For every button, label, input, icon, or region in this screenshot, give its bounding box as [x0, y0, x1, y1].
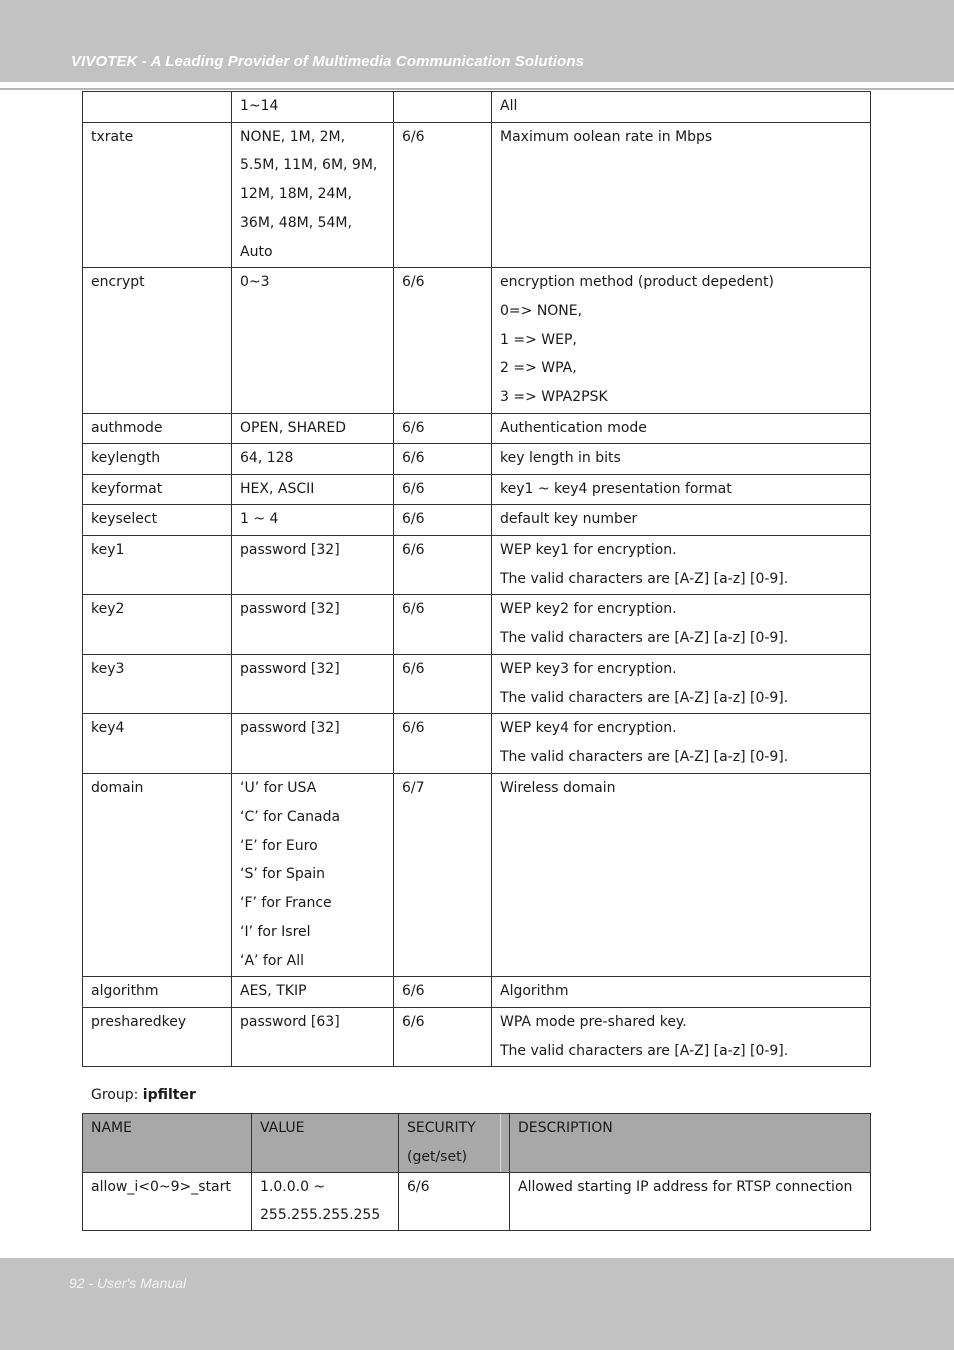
cell-security-text: 6/6 — [402, 480, 425, 497]
cell-value-line: ‘E’ for Euro — [240, 837, 318, 854]
cell-security — [394, 505, 492, 536]
header-description: DESCRIPTION — [510, 1114, 871, 1173]
cell-name-text: key2 — [91, 601, 125, 618]
table-row — [83, 654, 871, 714]
cell-description-line: WEP key4 for encryption. — [500, 720, 677, 737]
cell-value — [232, 122, 394, 268]
cell-description-line: The valid characters are [A-Z] [a-z] [0-9]. — [500, 1042, 789, 1059]
cell-name — [83, 977, 232, 1008]
cell-security-text: 6/6 — [402, 1013, 425, 1030]
cell-name-text: key1 — [91, 541, 125, 558]
cell-value-line: AES, TKIP — [240, 983, 307, 1000]
cell-value — [232, 1007, 394, 1067]
header-security: SECURITY (get/set) — [399, 1114, 510, 1173]
cell-description-line: The valid characters are [A-Z] [a-z] [0-9]. — [500, 570, 789, 587]
cell-value — [232, 773, 394, 976]
cell-value — [232, 413, 394, 444]
cell-security-text: 6/6 — [402, 419, 425, 436]
cell-name-text: presharedkey — [91, 1013, 187, 1030]
cell-value — [232, 444, 394, 475]
cell-security — [394, 977, 492, 1008]
cell-name — [83, 1007, 232, 1067]
header-title: VIVOTEK - A Leading Provider of Multimedia Communication Solutions — [71, 53, 585, 70]
cell-security-text: 6/6 — [402, 274, 425, 291]
cell-security-text: 6/6 — [402, 511, 425, 528]
cell-value-line: password [63] — [240, 1013, 340, 1030]
cell-security — [394, 714, 492, 774]
cell-security — [399, 1172, 510, 1231]
header-rule — [0, 88, 954, 90]
cell-description-line: WEP key3 for encryption. — [500, 660, 677, 677]
cell-security-text: 6/6 — [402, 601, 425, 618]
header-name: NAME — [83, 1114, 252, 1173]
group-prefix: Group: — [91, 1087, 143, 1103]
cell-value-line: Auto — [240, 243, 273, 260]
cell-value — [232, 268, 394, 414]
cell-value-line: ‘I’ for Isrel — [240, 923, 311, 940]
cell-name-text: keylength — [91, 450, 161, 467]
cell-description — [492, 413, 871, 444]
cell-value-line: 255.255.255.255 — [260, 1207, 381, 1224]
cell-value-line: OPEN, SHARED — [240, 419, 347, 436]
cell-security — [394, 268, 492, 414]
cell-description-line: encryption method (product depedent) — [500, 274, 774, 291]
cell-security-text: 6/6 — [402, 128, 425, 145]
cell-name — [83, 595, 232, 655]
cell-name — [83, 444, 232, 475]
cell-value-line: HEX, ASCII — [240, 480, 315, 497]
cell-name — [83, 773, 232, 976]
cell-security-text: 6/6 — [407, 1178, 430, 1195]
cell-description-line: The valid characters are [A-Z] [a-z] [0-9]. — [500, 630, 789, 647]
cell-security — [394, 474, 492, 505]
table-row — [83, 977, 871, 1008]
cell-security-text: 6/7 — [402, 779, 425, 796]
ipfilter-table-body — [83, 1172, 871, 1231]
cell-security — [394, 535, 492, 595]
table-row — [83, 444, 871, 475]
cell-security — [394, 444, 492, 475]
cell-security — [394, 654, 492, 714]
cell-description — [492, 773, 871, 976]
table-row — [83, 714, 871, 774]
cell-value-line: ‘S’ for Spain — [240, 866, 326, 883]
cell-description-line: All — [500, 98, 518, 114]
cell-description — [492, 474, 871, 505]
cell-name — [83, 535, 232, 595]
cell-name-text: key4 — [91, 720, 125, 737]
cell-name-text: domain — [91, 779, 144, 796]
cell-description-line: Wireless domain — [500, 779, 616, 796]
cell-description-line: WPA mode pre-shared key. — [500, 1013, 687, 1030]
table-header-row — [83, 1114, 871, 1173]
cell-description — [492, 122, 871, 268]
cell-name — [83, 413, 232, 444]
table-row — [83, 1172, 871, 1231]
parameter-table-body — [83, 92, 871, 1067]
cell-description-line: Allowed starting IP address for RTSP connection — [518, 1178, 853, 1195]
cell-value — [232, 654, 394, 714]
cell-value-line: 1.0.0.0 ~ — [260, 1178, 326, 1195]
cell-value — [252, 1172, 399, 1231]
table-row — [83, 505, 871, 536]
cell-description-line: 2 => WPA, — [500, 360, 577, 377]
table-row — [83, 92, 871, 123]
cell-value-line: ‘C’ for Canada — [240, 808, 341, 825]
cell-value-line: 12M, 18M, 24M, — [240, 186, 352, 203]
cell-name — [83, 714, 232, 774]
cell-description-line: Maximum oolean rate in Mbps — [500, 128, 713, 145]
table-row — [83, 595, 871, 655]
cell-security — [394, 122, 492, 268]
cell-value — [232, 977, 394, 1008]
table-row — [83, 122, 871, 268]
parameter-table-wireless — [82, 91, 871, 1067]
cell-value — [232, 92, 394, 123]
table-row — [83, 268, 871, 414]
cell-value-line: 36M, 48M, 54M, — [240, 214, 352, 231]
cell-security — [394, 1007, 492, 1067]
cell-value-line: ‘F’ for France — [240, 895, 332, 912]
cell-security — [394, 92, 492, 123]
cell-name — [83, 505, 232, 536]
cell-description — [492, 977, 871, 1008]
cell-description-line: 3 => WPA2PSK — [500, 389, 608, 406]
cell-name-text: allow_i<0~9>_start — [91, 1178, 231, 1195]
cell-description — [492, 268, 871, 414]
cell-security-text: 6/6 — [402, 660, 425, 677]
table-row — [83, 474, 871, 505]
cell-value-line: password [32] — [240, 720, 340, 737]
cell-security-text: 6/6 — [402, 720, 425, 737]
cell-security — [394, 413, 492, 444]
cell-description-line: default key number — [500, 511, 638, 528]
parameter-table-ipfilter — [82, 1113, 871, 1231]
cell-description-line: 0=> NONE, — [500, 302, 583, 319]
cell-description-line: WEP key2 for encryption. — [500, 601, 677, 618]
cell-security-text: 6/6 — [402, 983, 425, 1000]
cell-name-text: keyformat — [91, 480, 163, 497]
cell-name-text: keyselect — [91, 511, 158, 528]
group-name: ipfilter — [142, 1087, 196, 1103]
cell-description-line: Authentication mode — [500, 419, 647, 436]
header-value: VALUE — [252, 1114, 399, 1173]
cell-name — [83, 122, 232, 268]
footer-page-label: 92 - User's Manual — [69, 1275, 187, 1291]
cell-description — [510, 1172, 871, 1231]
cell-value-line: password [32] — [240, 660, 340, 677]
cell-name-text: encrypt — [91, 274, 145, 291]
cell-description-line: The valid characters are [A-Z] [a-z] [0-9]. — [500, 749, 789, 766]
cell-value-line: 5.5M, 11M, 6M, 9M, — [240, 157, 378, 174]
cell-value-line: password [32] — [240, 601, 340, 618]
cell-value-line: 64, 128 — [240, 450, 294, 467]
cell-value — [232, 505, 394, 536]
table-row — [83, 773, 871, 976]
footer-band — [0, 1258, 954, 1350]
cell-name — [83, 92, 232, 123]
cell-value — [232, 474, 394, 505]
cell-security — [394, 773, 492, 976]
cell-description-line: key1 ~ key4 presentation format — [500, 480, 732, 497]
group-label — [91, 1087, 196, 1103]
cell-description — [492, 505, 871, 536]
cell-value-line: 1~14 — [240, 98, 279, 114]
cell-description — [492, 535, 871, 595]
cell-security-text: 6/6 — [402, 450, 425, 467]
cell-description — [492, 92, 871, 123]
cell-name-text: authmode — [91, 419, 163, 436]
cell-value-line: ‘U’ for USA — [240, 779, 317, 796]
cell-security-text: 6/6 — [402, 541, 425, 558]
cell-description — [492, 714, 871, 774]
cell-name-text: algorithm — [91, 983, 159, 1000]
cell-description-line: WEP key1 for encryption. — [500, 541, 677, 558]
cell-name-text: txrate — [91, 128, 134, 145]
cell-description — [492, 444, 871, 475]
cell-name — [83, 1172, 252, 1231]
cell-description-line: 1 => WEP, — [500, 331, 577, 348]
cell-name — [83, 654, 232, 714]
cell-name — [83, 268, 232, 414]
cell-value-line: password [32] — [240, 541, 340, 558]
cell-value — [232, 714, 394, 774]
cell-value-line: NONE, 1M, 2M, — [240, 128, 346, 145]
cell-name — [83, 474, 232, 505]
cell-value-line: 0~3 — [240, 274, 270, 291]
table-row — [83, 413, 871, 444]
cell-name-text: key3 — [91, 660, 125, 677]
cell-description — [492, 1007, 871, 1067]
cell-description — [492, 654, 871, 714]
cell-value-line: ‘A’ for All — [240, 952, 304, 969]
cell-description — [492, 595, 871, 655]
cell-security — [394, 595, 492, 655]
cell-description-line: Algorithm — [500, 983, 569, 1000]
cell-description-line: The valid characters are [A-Z] [a-z] [0-9]. — [500, 689, 789, 706]
cell-value-line: 1 ~ 4 — [240, 511, 279, 528]
table-row — [83, 1007, 871, 1067]
cell-value — [232, 535, 394, 595]
table-row — [83, 535, 871, 595]
cell-value — [232, 595, 394, 655]
cell-description-line: key length in bits — [500, 450, 621, 467]
